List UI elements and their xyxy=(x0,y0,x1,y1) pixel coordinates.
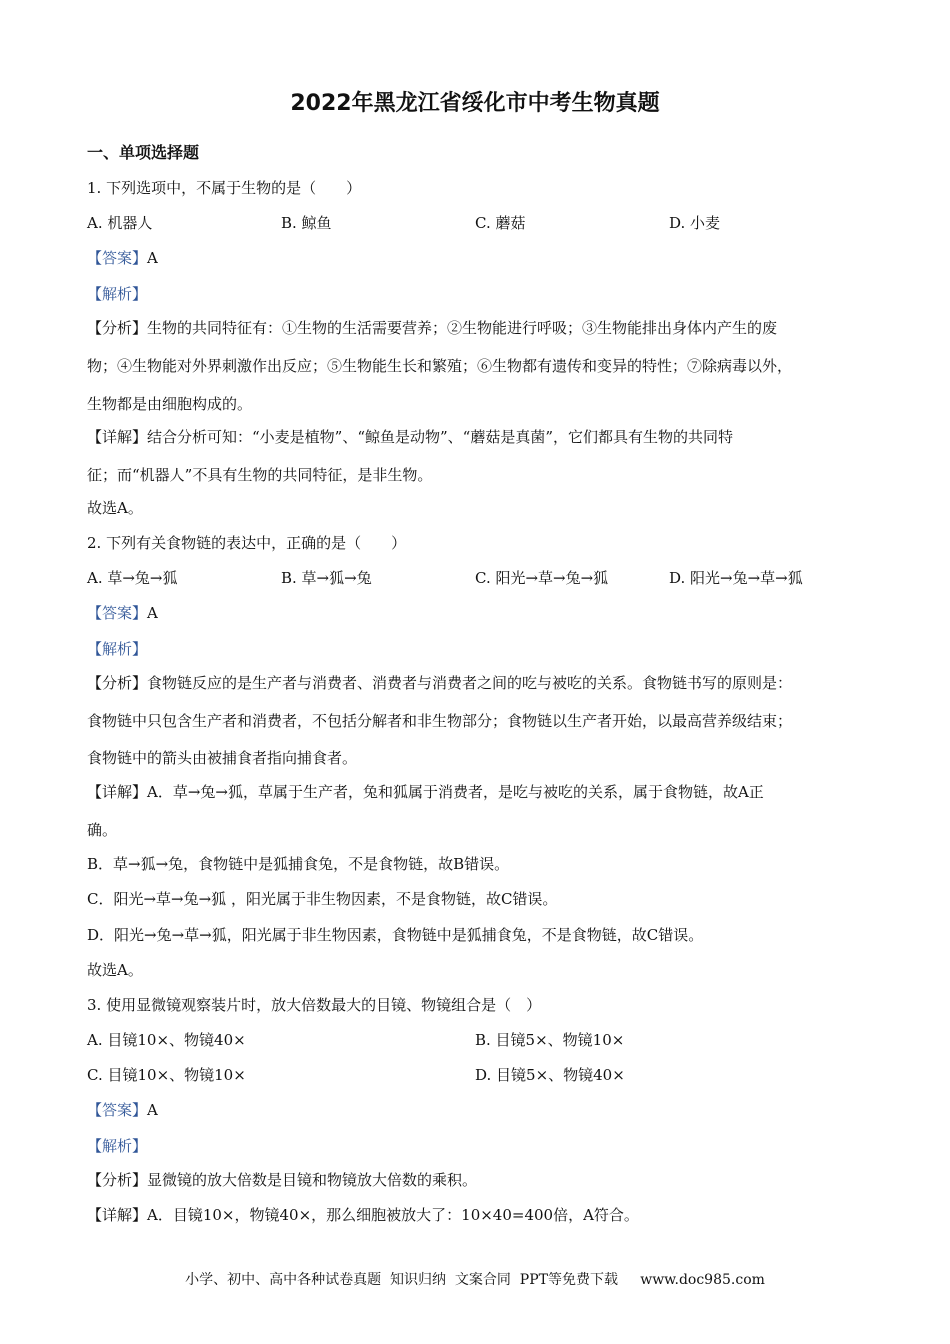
q2-conclusion: 故选A。 xyxy=(87,961,143,979)
section-heading: 一、单项选择题 xyxy=(87,143,200,162)
q3-analysis-head: 【解析】 xyxy=(87,1137,148,1155)
page-footer: 小学、初中、高中各种试卷真题 知识归纳 文案合同 PPT等免费下载 www.doc985.com xyxy=(185,1272,765,1288)
q1-option-c: C. 蘑菇 xyxy=(475,214,526,232)
q3-xiangjie-line: 【详解】A．目镜10×，物镜40×，那么细胞被放大了：10×40=400倍，A符合。 xyxy=(87,1206,639,1224)
q1-answer xyxy=(87,248,865,268)
answer-tag: 【答案】 xyxy=(87,1101,148,1119)
q3-option-b: B. 目镜5×、物镜10× xyxy=(475,1031,625,1049)
q2-xiangjie-line: B．草→狐→兔，食物链中是狐捕食兔，不是食物链，故B错误。 xyxy=(87,855,510,873)
q1-option-b: B. 鲸鱼 xyxy=(281,214,332,232)
q1-option-a: A. 机器人 xyxy=(87,214,153,232)
q2-fenxi-line: 食物链中的箭头由被捕食者指向捕食者。 xyxy=(87,749,358,767)
q2-fenxi-line: 食物链中只包含生产者和消费者，不包括分解者和非生物部分；食物链以生产者开始，以最高营养级结束； xyxy=(87,712,793,730)
q2-xiangjie-line: 【详解】A．草→兔→狐，草属于生产者，兔和狐属于消费者，是吃与被吃的关系，属于食物链，故A正 xyxy=(87,783,764,801)
q3-answer xyxy=(87,1100,865,1120)
q1-fenxi-line: 生物都是由细胞构成的。 xyxy=(87,395,253,413)
page-title: 2022年黑龙江省绥化市中考生物真题 xyxy=(290,91,660,116)
q2-xiangjie-line: 确。 xyxy=(87,821,118,839)
q1-conclusion: 故选A。 xyxy=(87,499,143,517)
q1-fenxi-line: 【分析】生物的共同特征有：①生物的生活需要营养；②生物能进行呼吸；③生物能排出身体内产生的废 xyxy=(87,319,778,337)
q2-option-a: A. 草→兔→狐 xyxy=(87,569,178,587)
q3-option-a: A. 目镜10×、物镜40× xyxy=(87,1031,246,1049)
q3-answer-value: A xyxy=(147,1101,158,1119)
answer-tag: 【答案】 xyxy=(87,604,148,622)
q2-analysis-head: 【解析】 xyxy=(87,640,148,658)
q2-fenxi-line: 【分析】食物链反应的是生产者与消费者、消费者与消费者之间的吃与被吃的关系。食物链书写的原则是： xyxy=(87,674,793,692)
q2-answer-value: A xyxy=(147,604,158,622)
q1-answer-value: A xyxy=(147,249,158,267)
q2-option-c: C. 阳光→草→兔→狐 xyxy=(475,569,609,587)
q1-xiangjie-line: 征；而“机器人”不具有生物的共同特征，是非生物。 xyxy=(87,466,433,484)
q1-xiangjie-line: 【详解】结合分析可知：“小麦是植物”、“鲸鱼是动物”、“蘑菇是真菌”，它们都具有生物的共同特 xyxy=(87,428,734,446)
q3-stem: 3. 使用显微镜观察装片时，放大倍数最大的目镜、物镜组合是（ ） xyxy=(87,996,542,1014)
q2-xiangjie-line: D．阳光→兔→草→狐，阳光属于非生物因素，食物链中是狐捕食兔，不是食物链，故C错误。 xyxy=(87,926,704,944)
q3-fenxi-line: 【分析】显微镜的放大倍数是目镜和物镜放大倍数的乘积。 xyxy=(87,1171,478,1189)
answer-tag: 【答案】 xyxy=(87,249,148,267)
q1-analysis-head: 【解析】 xyxy=(87,285,148,303)
q2-xiangjie-line: C．阳光→草→兔→狐 ，阳光属于非生物因素，不是食物链，故C错误。 xyxy=(87,890,558,908)
q3-option-c: C. 目镜10×、物镜10× xyxy=(87,1066,246,1084)
q2-answer xyxy=(87,603,865,623)
q2-stem: 2. 下列有关食物链的表达中，正确的是（ ） xyxy=(87,534,407,552)
q1-fenxi-line: 物；④生物能对外界刺激作出反应；⑤生物能生长和繁殖；⑥生物都有遗传和变异的特性；⑦除病毒以外， xyxy=(87,357,793,375)
q1-option-d: D. 小麦 xyxy=(669,214,721,232)
q1-stem: 1. 下列选项中，不属于生物的是（ ） xyxy=(87,179,362,197)
q3-option-d: D. 目镜5×、物镜40× xyxy=(475,1066,625,1084)
q2-option-d: D. 阳光→兔→草→狐 xyxy=(669,569,803,587)
q2-option-b: B. 草→狐→兔 xyxy=(281,569,372,587)
